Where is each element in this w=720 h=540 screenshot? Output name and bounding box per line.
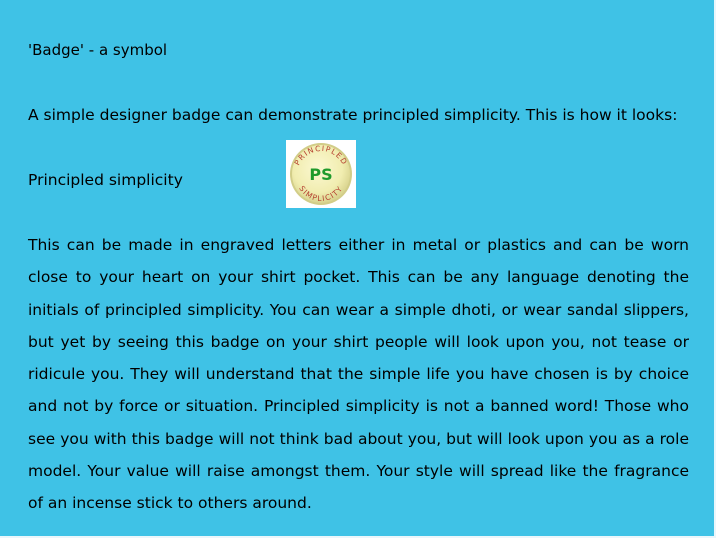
badge-arc-top: PRINCIPLED [292, 143, 350, 167]
badge-caption: Principled simplicity [28, 171, 183, 189]
slide-heading: 'Badge' - a symbol [28, 41, 168, 59]
intro-text: A simple designer badge can demonstrate principled simplicity. This is how it looks: [28, 106, 678, 124]
body-paragraph: This can be made in engraved letters either in metal or plastics and can be worn close to your heart on your shirt pocket. This can be any language denoting the initials of principled simplicity. You can wear a simple dhoti, or wear sandal slippers, but yet by seeing this badge on your shirt people will look upon you, not tease or ridicule you. They will understand that the simple life you have chosen is by choice and not by force or situation. Principled simplicity is not a banned word! Those who see you with this badge will not think bad about you, but will look upon you as a role model. Your value will raise amongst them. Your style will spread like the fragrance of an incense stick to others around. [28, 236, 689, 513]
badge-image [286, 140, 356, 208]
badge-icon [286, 140, 356, 208]
badge-arc-bottom: SIMPLICITY [297, 184, 345, 204]
badge-initials: PS [309, 165, 333, 184]
